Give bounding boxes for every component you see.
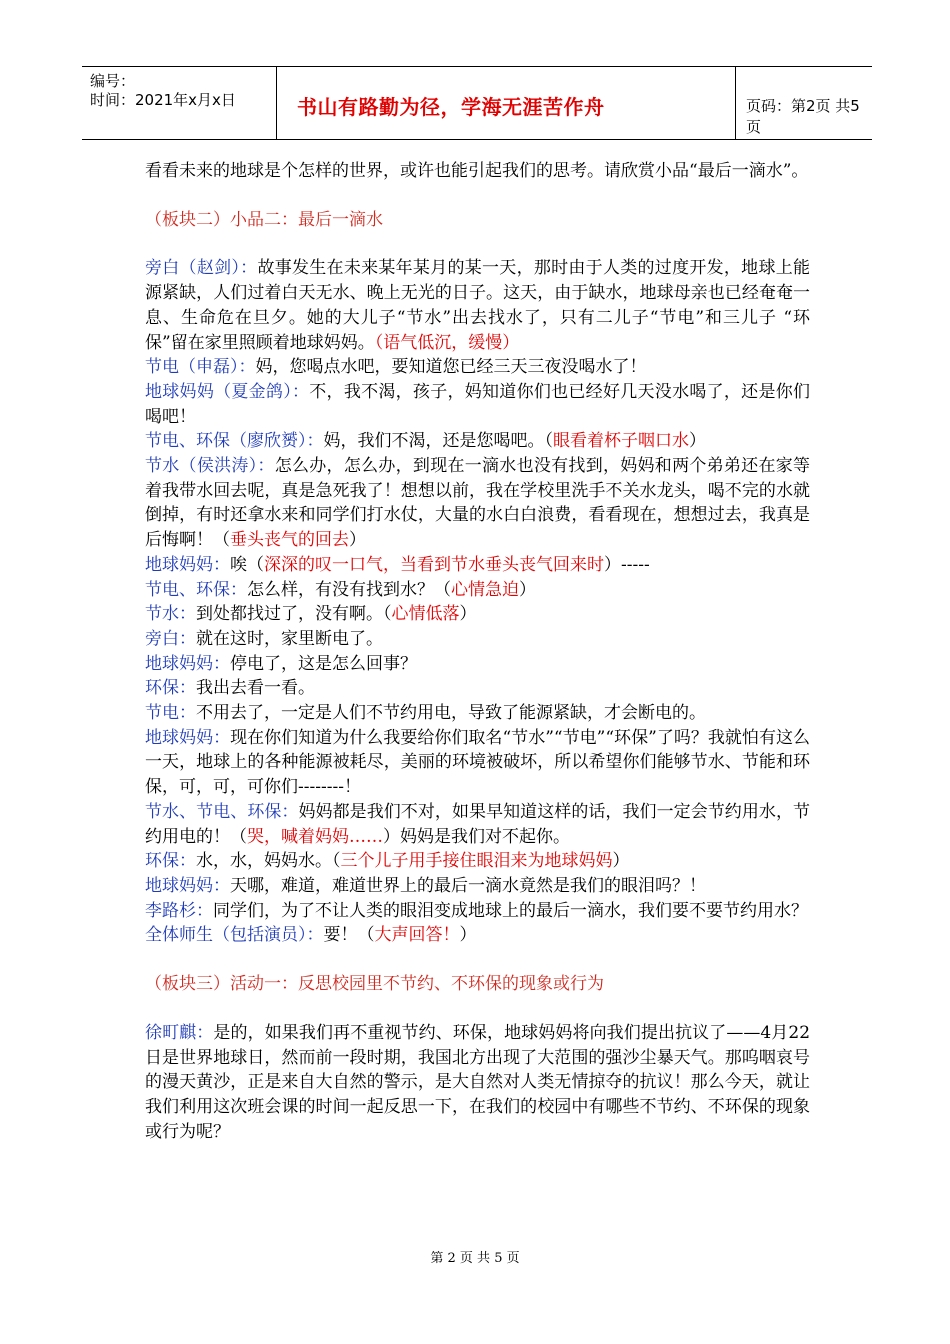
dialogue-line [145, 380, 810, 429]
dialogue-line [145, 701, 810, 726]
document-body [145, 159, 810, 1144]
stage-direction: 深深的叹一口气，当看到节水垂头丧气回来时 [264, 554, 604, 575]
dialogue-text: 现在你们知道为什么我要给你们取名“节水”“节电”“环保”了吗？我就怕有这么一天，地球上的各种能源被耗尽，美丽的环境被破坏，所以希望你们能够节水、节能和环保，可，可，可你们--------！ [145, 727, 810, 798]
dialogue-speaker: 地球妈妈（夏金鸽）： [145, 381, 310, 402]
dialogue-line [145, 553, 810, 578]
dialogue-speaker: 地球妈妈： [145, 875, 230, 896]
motto: 书山有路勤为径，学海无涯苦作舟 [297, 95, 605, 119]
dialogue-text: 故事发生在未来某年某月的某一天，那时由于人类的过度开发，地球上能源紧缺，人们过着白天无水、晚上无光的日子。这天，由于缺水，地球母亲也已经奄奄一息、生命危在旦夕。她的大儿子“节水”出去找水了，只有二儿子“节电”和三儿子 “环保”留在家里照顾着地球妈妈。 [145, 258, 811, 353]
dialogue-speaker: 旁白（赵剑）： [145, 258, 258, 279]
dialogue-text: 要！（ [323, 925, 375, 946]
dialogue-speaker: 环保： [145, 851, 196, 872]
dialogue-text: 到处都找过了，没有啊。（ [196, 604, 392, 625]
stage-direction: 大声回答！ [374, 925, 460, 946]
dialogue-speaker: 李路杉： [145, 900, 213, 921]
section-3-title: （板块三）活动一：反思校园里不节约、不环保的现象或行为 [145, 974, 604, 995]
dialogue-line [145, 627, 810, 652]
dialogue-text: 同学们，为了不让人类的眼泪变成地球上的最后一滴水，我们要不要节约用水？ [213, 900, 808, 921]
header-meta-cell [82, 67, 277, 139]
stage-direction: 垂头丧气的回去 [230, 530, 349, 551]
dialogue-speaker: 节电（申磊）： [145, 357, 256, 378]
closing-text: 是的，如果我们再不重视节约、环保，地球妈妈将向我们提出抗议了——4月22日是世界地球日，然而前一段时期，我国北方出现了大范围的强沙尘暴天气。那呜咽哀号的漫天黄沙，正是来自大自然的警示，是大自然对人类无情掠夺的抗议！那么今天，就让我们利用这次班会课的时间一起反思一下，在我们的校园中有哪些不节约、不环保的现象或行为呢？ [145, 1022, 811, 1142]
dialogue-speaker: 地球妈妈： [145, 727, 231, 748]
dialogue-text: 水，水，妈妈水。（ [196, 851, 341, 872]
dialogue-text: 就在这时，家里断电了。 [196, 628, 383, 649]
dialogue-speaker: 地球妈妈： [145, 653, 230, 674]
header-motto-cell [277, 67, 736, 139]
page-header [82, 66, 872, 140]
dialogue-text-after: ） [612, 851, 630, 872]
dialogue-text-after: ）妈妈是我们对不起你。 [383, 826, 570, 847]
dialogue-speaker: 节水（侯洪涛）： [145, 456, 275, 477]
dialogue-line [145, 652, 810, 677]
closing-paragraph [145, 1021, 810, 1145]
dialogue-line [145, 602, 810, 627]
dialogue-line [145, 874, 810, 899]
dialogue-speaker: 全体师生（包括演员）： [145, 925, 324, 946]
dialogue-speaker: 节水、节电、环保： [145, 801, 299, 822]
dialogue-text: 怎么办，怎么办，到现在一滴水也没有找到，妈妈和两个弟弟还在家等着我带水回去呢，真是急死我了！想想以前，我在学校里洗手不关水龙头，喝不完的水就倒掉，有时还拿水来和同学们打水仗，大量的水白白浪费，看看现在，想想过去，我真是后悔啊！（ [145, 456, 811, 551]
dialogue-text: 停电了，这是怎么回事？ [230, 653, 417, 674]
dialogue-line [145, 726, 810, 800]
dialogue-text: 妈妈都是我们不对，如果早知道这样的话，我们一定会节约用水，节约用电的！（ [145, 801, 811, 847]
dialogue-line [145, 923, 810, 948]
section-2-title: （板块二）小品二：最后一滴水 [145, 209, 383, 230]
dialogue-speaker: 节电、环保： [145, 579, 247, 600]
dialogue-line [145, 355, 810, 380]
header-page-cell [736, 67, 872, 139]
dialogue-text: 怎么样，有没有找到水？（ [247, 579, 451, 600]
dialogue-line [145, 676, 810, 701]
dialogue-text: 天哪，难道，难道世界上的最后一滴水竟然是我们的眼泪吗？！ [230, 875, 706, 896]
dialogue-text-after: ） [459, 604, 477, 625]
dialogue-speaker: 旁白： [145, 628, 196, 649]
dialogue-text: 不用去了，一定是人们不节约用电，导致了能源紧缺，才会断电的。 [196, 703, 706, 724]
page-footer: 第 2 页 共 5 页 [430, 1251, 520, 1266]
dialogue-speaker: 节电： [145, 703, 196, 724]
dialogue-line [145, 578, 810, 603]
dialogue-speaker: 节电、环保（廖欣赟）： [145, 431, 324, 452]
dialogue-line [145, 256, 810, 355]
dialogue-text-after: ） [689, 431, 706, 452]
stage-direction: 心情急迫 [451, 579, 519, 600]
dialogue-speaker: 环保： [145, 678, 196, 699]
stage-direction: 心情低落 [391, 604, 460, 625]
dialogue-line [145, 899, 810, 924]
dialogue-line [145, 454, 810, 553]
dialogue-text: 不，我不渴，孩子，妈知道你们也已经好几天没水喝了，还是你们喝吧！ [145, 381, 811, 427]
date-label: 时间：2021年x月x日 [90, 91, 236, 109]
dialogue-text-after: ） [459, 925, 477, 946]
dialogue-text: 妈，您喝点水吧，要知道您已经三天三夜没喝水了！ [255, 357, 647, 378]
skit-script [145, 256, 810, 948]
stage-direction: （语气低沉，缓慢） [374, 332, 520, 353]
dialogue-text: 妈，我们不渴，还是您喝吧。（ [323, 431, 553, 452]
number-label: 编号： [90, 72, 136, 90]
dialogue-line [145, 849, 810, 874]
dialogue-text: 唉（ [230, 554, 264, 575]
stage-direction: 三个儿子用手接住眼泪来为地球妈妈 [340, 851, 613, 872]
stage-direction: 哭，喊着妈妈…… [247, 826, 383, 847]
dialogue-text-after: ） [349, 530, 366, 551]
page-number-label: 页码：第2页 共5页 [746, 97, 860, 136]
stage-direction: 眼看着杯子咽口水 [553, 431, 689, 452]
dialogue-line [145, 800, 810, 849]
dialogue-text: 我出去看一看。 [196, 678, 315, 699]
dialogue-speaker: 地球妈妈： [145, 554, 230, 575]
closing-speaker: 徐町麒： [145, 1022, 214, 1043]
dialogue-speaker: 节水： [145, 604, 196, 625]
dialogue-text-after: ） [519, 579, 536, 600]
dialogue-text-after: ）----- [604, 554, 650, 575]
dialogue-line [145, 429, 810, 454]
intro-paragraph: 看看未来的地球是个怎样的世界，或许也能引起我们的思考。请欣赏小品“最后一滴水”。 [145, 161, 809, 181]
